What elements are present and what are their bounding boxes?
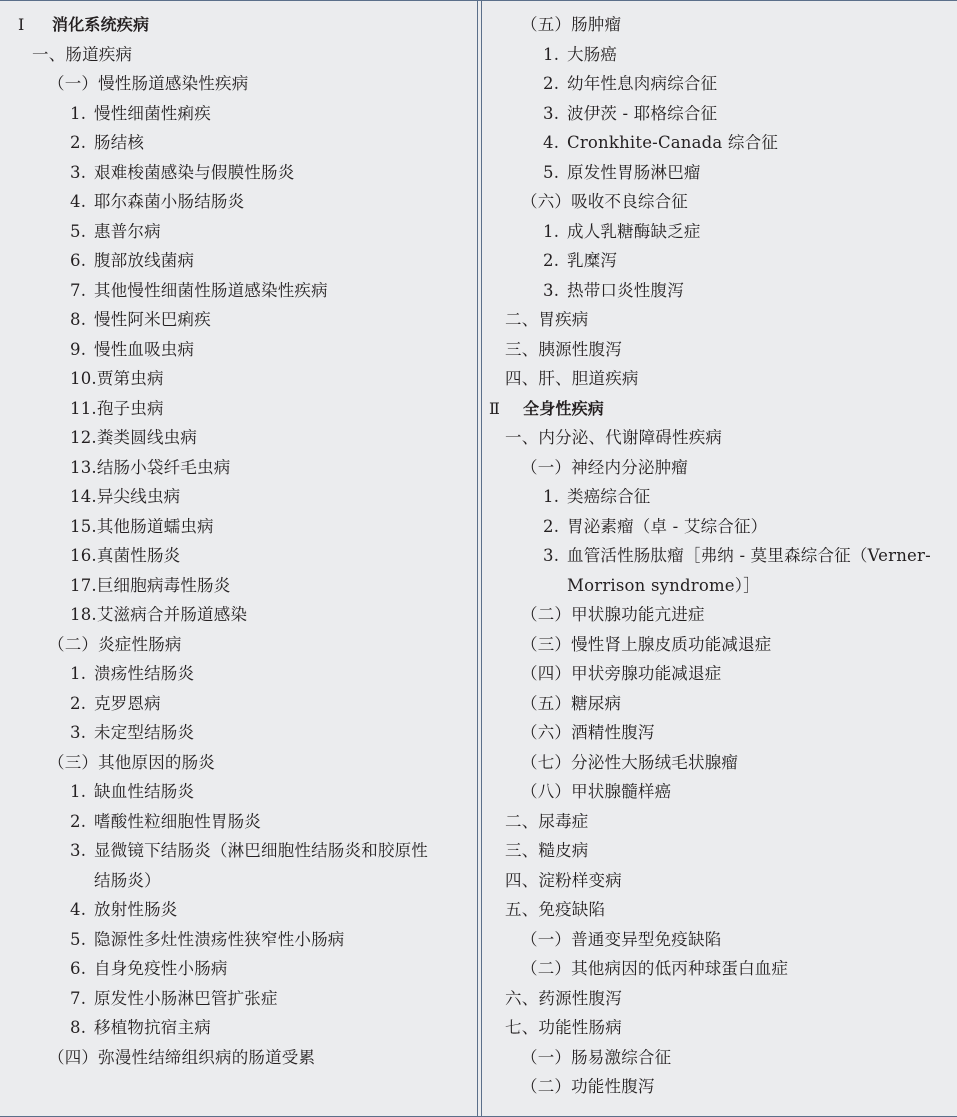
item-text: 异尖线虫病 <box>96 487 181 506</box>
item-text: 二、胃疾病 <box>505 310 589 329</box>
item-text: （二）其他病因的低丙种球蛋白血症 <box>521 959 789 978</box>
item-text: 大肠癌 <box>567 44 618 64</box>
item-text: 波伊茨 - 耶格综合征 <box>567 103 718 123</box>
list-item <box>0 954 476 984</box>
item-number: 1. <box>70 782 87 801</box>
subcategory-heading <box>485 600 957 630</box>
item-text: 其他肠道蠕虫病 <box>96 516 214 536</box>
category-heading <box>485 836 957 866</box>
item-number: 7. <box>70 280 87 300</box>
list-item <box>485 512 957 542</box>
item-number: 10. <box>70 369 97 388</box>
list-item <box>485 128 957 158</box>
list-item <box>0 600 476 630</box>
subcategory-heading <box>485 954 957 984</box>
item-text: 贾第虫病 <box>96 369 164 388</box>
item-number: 4. <box>70 900 87 919</box>
item-text: 类癌综合征 <box>567 487 651 506</box>
item-number: 5. <box>543 162 560 182</box>
list-item <box>0 895 476 925</box>
item-number: 17. <box>70 575 97 595</box>
item-number: 1. <box>70 664 87 683</box>
list-item <box>0 99 476 129</box>
item-number: 11. <box>70 398 97 418</box>
list-item <box>485 217 957 247</box>
list-item <box>0 394 476 424</box>
item-text: （三）慢性肾上腺皮质功能减退症 <box>521 634 772 654</box>
item-number: 5. <box>70 929 87 949</box>
list-item <box>0 984 476 1014</box>
item-text: 二、尿毒症 <box>505 811 589 831</box>
list-item <box>0 128 476 158</box>
item-number: 16. <box>70 546 97 565</box>
subcategory-heading <box>485 1043 957 1073</box>
list-item <box>0 925 476 955</box>
item-number: 2. <box>543 516 560 536</box>
item-number: 14. <box>70 487 97 506</box>
item-text: 乳糜泻 <box>567 251 618 270</box>
list-item <box>485 69 957 99</box>
item-text: 慢性血吸虫病 <box>94 339 195 359</box>
item-text: 巨细胞病毒性肠炎 <box>96 575 231 595</box>
item-text: 四、淀粉样变病 <box>505 870 622 890</box>
column-divider <box>477 1 478 1116</box>
item-number: 13. <box>70 457 97 477</box>
item-text: 全身性疾病 <box>523 398 605 418</box>
item-text: （六）吸收不良综合征 <box>521 192 688 211</box>
category-heading <box>485 866 957 896</box>
item-number: 12. <box>70 428 97 447</box>
category-heading <box>485 305 957 335</box>
category-heading <box>0 40 476 70</box>
subcategory-heading <box>0 1043 476 1073</box>
subcategory-heading <box>485 925 957 955</box>
subcategory-heading <box>485 453 957 483</box>
item-number: 3. <box>70 841 87 860</box>
list-item <box>0 659 476 689</box>
subcategory-heading <box>485 187 957 217</box>
item-number: 5. <box>70 221 87 241</box>
subcategory-heading <box>485 777 957 807</box>
section-numeral: Ⅰ <box>18 15 25 34</box>
list-item <box>0 305 476 335</box>
item-number: 6. <box>70 959 87 978</box>
item-text: 热带口炎性腹泻 <box>567 280 684 300</box>
section-numeral: Ⅱ <box>489 398 501 418</box>
item-number: 6. <box>70 251 87 270</box>
item-number: 2. <box>543 251 560 270</box>
item-number: 1. <box>543 44 560 64</box>
list-item <box>0 187 476 217</box>
list-item <box>0 777 476 807</box>
item-text: （五）糖尿病 <box>521 693 622 713</box>
item-text: 三、糙皮病 <box>505 841 589 860</box>
right-column <box>485 10 957 1102</box>
item-text: （一）普通变异型免疫缺陷 <box>521 929 722 949</box>
subcategory-heading <box>485 1072 957 1102</box>
item-number: 3. <box>70 723 87 742</box>
section-heading <box>0 10 476 40</box>
item-text: 孢子虫病 <box>96 398 164 418</box>
list-item <box>0 836 476 895</box>
category-heading <box>485 364 957 394</box>
item-text: （七）分泌性大肠绒毛状腺瘤 <box>521 752 739 772</box>
subcategory-heading <box>485 10 957 40</box>
category-heading <box>485 984 957 1014</box>
item-text: （四）弥漫性结缔组织病的肠道受累 <box>48 1047 316 1067</box>
list-item <box>0 807 476 837</box>
item-text: 未定型结肠炎 <box>94 723 195 742</box>
item-number: 18. <box>70 605 97 624</box>
category-heading <box>485 423 957 453</box>
list-item <box>0 689 476 719</box>
item-text: （六）酒精性腹泻 <box>521 723 655 742</box>
item-text: 粪类圆线虫病 <box>96 428 198 447</box>
list-item <box>0 246 476 276</box>
item-number: 3. <box>543 280 560 300</box>
item-text: 移植物抗宿主病 <box>94 1018 211 1037</box>
subcategory-heading <box>485 718 957 748</box>
item-number: 8. <box>70 1018 87 1037</box>
item-text: （二）甲状腺功能亢进症 <box>521 605 705 624</box>
item-number: 9. <box>70 339 87 359</box>
item-text: 六、药源性腹泻 <box>505 988 622 1008</box>
item-text: （四）甲状旁腺功能减退症 <box>521 664 722 683</box>
item-text: 真菌性肠炎 <box>96 546 181 565</box>
item-text: 隐源性多灶性溃疡性狭窄性小肠病 <box>94 929 345 949</box>
item-text: 嗜酸性粒细胞性胃肠炎 <box>94 811 261 831</box>
item-text: 原发性胃肠淋巴瘤 <box>567 162 701 182</box>
item-text: 一、内分泌、代谢障碍性疾病 <box>505 428 723 447</box>
subcategory-heading <box>0 69 476 99</box>
list-item <box>0 364 476 394</box>
item-number: 3. <box>543 546 560 565</box>
item-number: 1. <box>543 487 560 506</box>
item-text: 慢性细菌性痢疾 <box>94 103 211 123</box>
item-text-continuation: Morrison syndrome）］ <box>567 575 760 595</box>
item-number: 1. <box>70 103 87 123</box>
list-item <box>0 276 476 306</box>
list-item <box>0 718 476 748</box>
item-number: 15. <box>70 516 97 536</box>
item-number: 1. <box>543 221 560 241</box>
item-text: （五）肠肿瘤 <box>521 15 622 34</box>
item-text: 自身免疫性小肠病 <box>94 959 228 978</box>
item-text: 艾滋病合并肠道感染 <box>96 605 248 624</box>
category-heading <box>485 335 957 365</box>
item-number: 3. <box>543 103 560 123</box>
subcategory-heading <box>485 689 957 719</box>
item-text: 七、功能性肠病 <box>505 1018 622 1037</box>
item-number: 8. <box>70 310 87 329</box>
item-text: 胃泌素瘤（卓 - 艾综合征） <box>567 516 768 536</box>
category-heading <box>485 895 957 925</box>
subcategory-heading <box>485 748 957 778</box>
item-text: 结肠小袋纤毛虫病 <box>96 457 231 477</box>
category-heading <box>485 807 957 837</box>
item-text: 缺血性结肠炎 <box>94 782 195 801</box>
item-text: 溃疡性结肠炎 <box>94 664 195 683</box>
list-item <box>0 571 476 601</box>
item-text: （八）甲状腺髓样癌 <box>521 782 672 801</box>
list-item <box>485 276 957 306</box>
item-number: 4. <box>543 133 560 152</box>
list-item <box>0 541 476 571</box>
item-text: 慢性阿米巴痢疾 <box>94 310 211 329</box>
subcategory-heading <box>0 748 476 778</box>
subcategory-heading <box>485 630 957 660</box>
item-text-continuation: 结肠炎） <box>94 870 161 890</box>
list-item <box>485 99 957 129</box>
item-text: 腹部放线菌病 <box>94 251 195 270</box>
item-text: Cronkhite-Canada 综合征 <box>567 133 779 152</box>
list-item <box>485 40 957 70</box>
item-number: 2. <box>70 693 87 713</box>
item-text: 显微镜下结肠炎（淋巴细胞性结肠炎和胶原性 <box>94 841 428 860</box>
item-text: 其他慢性细菌性肠道感染性疾病 <box>94 280 328 300</box>
list-item <box>0 423 476 453</box>
item-text: （三）其他原因的肠炎 <box>48 752 215 772</box>
item-text: （一）神经内分泌肿瘤 <box>521 457 688 477</box>
item-text: 四、肝、胆道疾病 <box>505 369 639 388</box>
list-item <box>0 217 476 247</box>
item-text: 克罗恩病 <box>94 693 161 713</box>
item-text: （二）炎症性肠病 <box>48 634 182 654</box>
column-divider <box>481 1 482 1116</box>
list-item <box>0 512 476 542</box>
item-text: 消化系统疾病 <box>52 15 150 34</box>
subcategory-heading <box>0 630 476 660</box>
item-number: 4. <box>70 192 87 211</box>
list-item <box>485 246 957 276</box>
item-text: 成人乳糖酶缺乏症 <box>567 221 701 241</box>
list-item <box>0 482 476 512</box>
item-number: 2. <box>70 811 87 831</box>
item-text: 一、肠道疾病 <box>32 44 133 64</box>
item-text: 肠结核 <box>94 133 145 152</box>
category-heading <box>485 1013 957 1043</box>
item-text: 三、胰源性腹泻 <box>505 339 622 359</box>
item-number: 2. <box>70 133 87 152</box>
item-number: 3. <box>70 162 87 182</box>
list-item <box>0 158 476 188</box>
list-item <box>0 335 476 365</box>
item-text: 五、免疫缺陷 <box>505 900 606 919</box>
item-text: 血管活性肠肽瘤［弗纳 - 莫里森综合征（Verner- <box>567 546 931 565</box>
item-number: 7. <box>70 988 87 1008</box>
subcategory-heading <box>485 659 957 689</box>
item-text: 幼年性息肉病综合征 <box>567 74 718 93</box>
item-text: 原发性小肠淋巴管扩张症 <box>94 988 278 1008</box>
item-text: 耶尔森菌小肠结肠炎 <box>94 192 245 211</box>
list-item <box>485 158 957 188</box>
item-text: 惠普尔病 <box>94 221 161 241</box>
item-number: 2. <box>543 74 560 93</box>
list-item <box>485 482 957 512</box>
section-heading <box>485 394 957 424</box>
list-item <box>0 453 476 483</box>
item-text: （二）功能性腹泻 <box>521 1077 655 1096</box>
item-text: 艰难梭菌感染与假膜性肠炎 <box>94 162 295 182</box>
left-column <box>0 10 476 1072</box>
item-text: （一）慢性肠道感染性疾病 <box>48 74 249 93</box>
item-text: 放射性肠炎 <box>94 900 178 919</box>
list-item <box>485 541 957 600</box>
list-item <box>0 1013 476 1043</box>
item-text: （一）肠易激综合征 <box>521 1047 672 1067</box>
